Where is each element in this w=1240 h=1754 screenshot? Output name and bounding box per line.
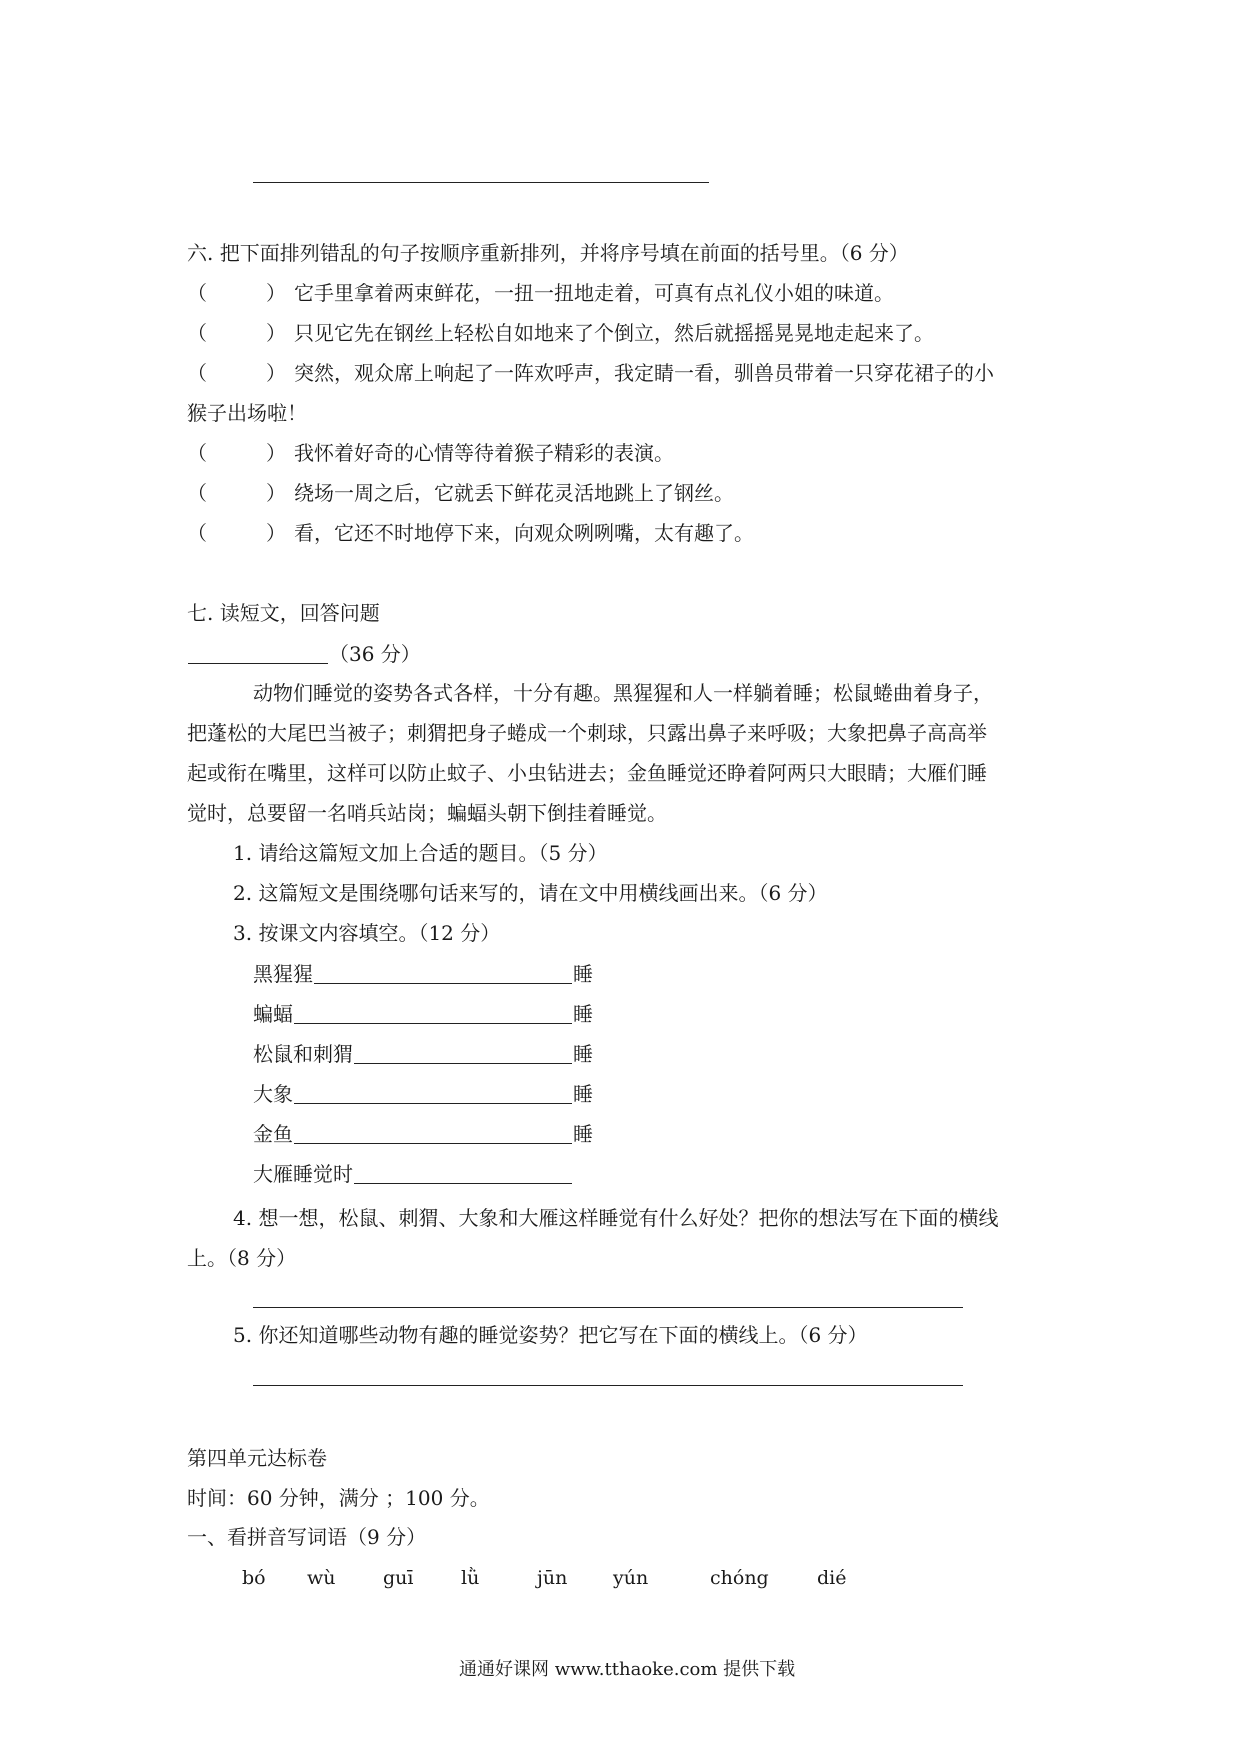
sentence-text: 绕场一周之后，它就丢下鲜花灵活地跳上了钢丝。	[294, 481, 734, 505]
pinyin-syllable: yún	[613, 1567, 649, 1589]
paren-close: ）	[266, 281, 286, 305]
answer-line-top	[253, 182, 709, 183]
fill-label: 金鱼	[253, 1122, 293, 1146]
paren-open: （	[187, 521, 207, 545]
fill-blank[interactable]	[294, 1123, 572, 1144]
answer-line-q4[interactable]	[253, 1307, 963, 1308]
sentence-text: 它手里拿着两束鲜花，一扭一扭地走着，可真有点礼仪小姐的味道。	[294, 281, 894, 305]
question-1: 1. 请给这篇短文加上合适的题目。（5 分）	[233, 841, 608, 865]
paren-open: （	[187, 481, 207, 505]
section6-title: 六. 把下面排列错乱的句子按顺序重新排列，并将序号填在前面的括号里。（6 分）	[187, 241, 909, 265]
pinyin-syllable: chóng	[710, 1567, 769, 1589]
answer-line-q5[interactable]	[253, 1385, 963, 1386]
sentence-text: 突然，观众席上响起了一阵欢呼声，我定睛一看，驯兽员带着一只穿花裙子的小	[294, 361, 994, 385]
fill-blank[interactable]	[294, 1003, 572, 1024]
section7-score-line	[187, 643, 421, 664]
fill-row	[253, 1123, 593, 1144]
fill-blank[interactable]	[314, 963, 572, 984]
pinyin-syllable: wù	[307, 1567, 336, 1589]
fill-row	[253, 1003, 593, 1024]
fill-end: 睡	[573, 1042, 593, 1066]
paren-close: ）	[266, 361, 286, 385]
passage-line: 把蓬松的大尾巴当被子；刺猬把身子蜷成一个刺球，只露出鼻子来呼吸；大象把鼻子高高举	[187, 721, 987, 745]
fill-row	[253, 1083, 593, 1104]
sentence-text-cont: 猴子出场啦！	[187, 401, 307, 425]
pinyin-syllable: bó	[242, 1567, 266, 1589]
page-footer: 通通好课网 www.tthaoke.com 提供下载	[459, 1659, 796, 1680]
fill-label: 大象	[253, 1082, 293, 1106]
fill-end: 睡	[573, 962, 593, 986]
passage-line: 觉时，总要留一名哨兵站岗；蝙蝠头朝下倒挂着睡觉。	[187, 801, 667, 825]
paren-open: （	[187, 281, 207, 305]
passage-line: 动物们睡觉的姿势各式各样，十分有趣。黑猩猩和人一样躺着睡；松鼠蜷曲着身子，	[253, 681, 993, 705]
fill-blank[interactable]	[354, 1163, 572, 1184]
fill-end: 睡	[573, 1002, 593, 1026]
sentence-text: 看，它还不时地停下来，向观众咧咧嘴，太有趣了。	[294, 521, 754, 545]
fill-end: 睡	[573, 1122, 593, 1146]
fill-row	[253, 1043, 593, 1064]
pinyin-syllable: dié	[817, 1567, 847, 1589]
fill-blank[interactable]	[354, 1043, 572, 1064]
sentence-text: 只见它先在钢丝上轻松自如地来了个倒立，然后就摇摇晃晃地走起来了。	[294, 321, 934, 345]
pinyin-syllable: guī	[383, 1567, 414, 1589]
paren-close: ）	[266, 321, 286, 345]
title-blank[interactable]	[188, 643, 328, 664]
unit4-title: 第四单元达标卷	[187, 1446, 327, 1470]
question-2: 2. 这篇短文是围绕哪句话来写的，请在文中用横线画出来。（6 分）	[233, 881, 828, 905]
fill-label: 大雁睡觉时	[253, 1162, 353, 1186]
fill-label: 黑猩猩	[253, 962, 313, 986]
sentence-text: 我怀着好奇的心情等待着猴子精彩的表演。	[294, 441, 674, 465]
question-4-cont: 上。（8 分）	[187, 1246, 297, 1270]
paren-close: ）	[266, 441, 286, 465]
paren-open: （	[187, 441, 207, 465]
fill-row	[253, 963, 593, 984]
question-3: 3. 按课文内容填空。（12 分）	[233, 921, 501, 945]
fill-row	[253, 1163, 573, 1184]
passage-line: 起或衔在嘴里，这样可以防止蚊子、小虫钻进去；金鱼睡觉还睁着阿两只大眼睛；大雁们睡	[187, 761, 987, 785]
question-4: 4. 想一想，松鼠、刺猬、大象和大雁这样睡觉有什么好处？把你的想法写在下面的横线	[233, 1206, 999, 1230]
pinyin-syllable: lǜ	[461, 1567, 480, 1589]
section7-score: （36 分）	[329, 642, 421, 666]
paren-open: （	[187, 321, 207, 345]
paren-close: ）	[266, 481, 286, 505]
pinyin-syllable: jūn	[537, 1567, 568, 1589]
fill-label: 松鼠和刺猬	[253, 1042, 353, 1066]
paren-close: ）	[266, 521, 286, 545]
unit4-time: 时间：60 分钟，满分 ；100 分。	[187, 1486, 490, 1510]
fill-end: 睡	[573, 1082, 593, 1106]
fill-blank[interactable]	[294, 1083, 572, 1104]
question-5: 5. 你还知道哪些动物有趣的睡觉姿势？把它写在下面的横线上。（6 分）	[233, 1323, 868, 1347]
fill-label: 蝙蝠	[253, 1002, 293, 1026]
unit4-question-1: 一、看拼音写词语（9 分）	[187, 1525, 427, 1549]
section7-title: 七. 读短文，回答问题	[187, 601, 380, 625]
paren-open: （	[187, 361, 207, 385]
